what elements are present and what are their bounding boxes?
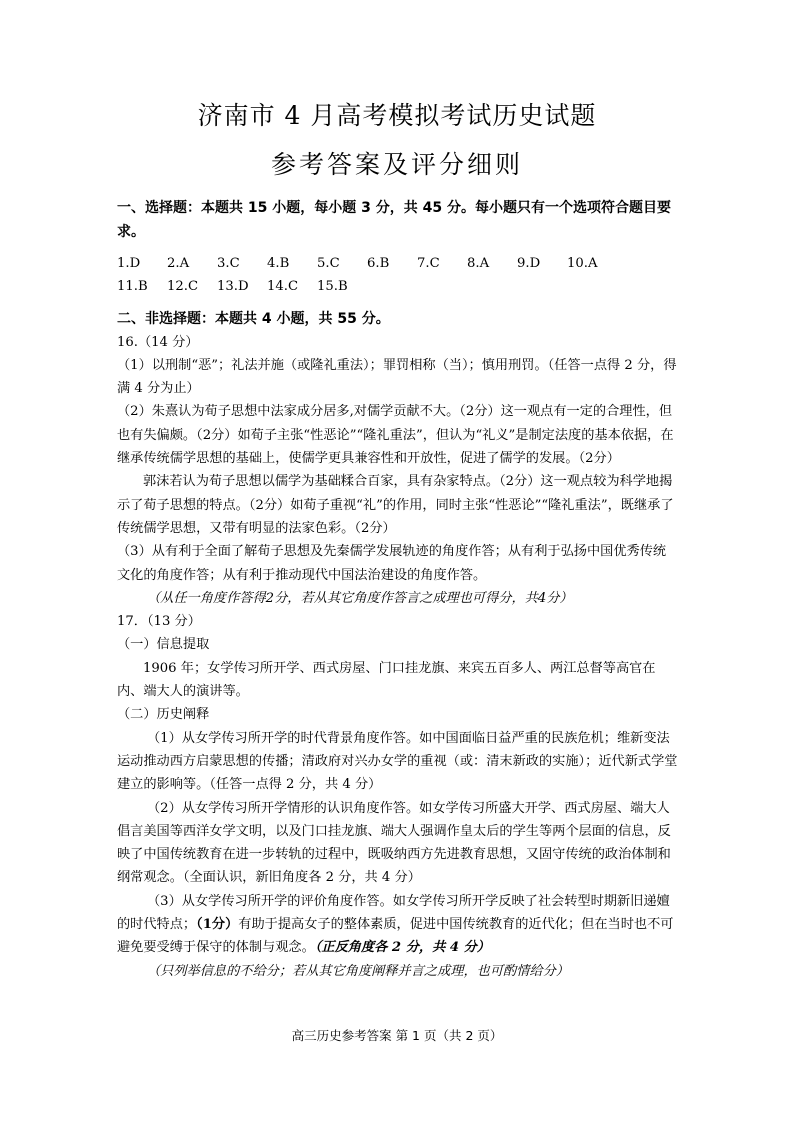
q17-label: 17．（13 分）	[117, 614, 201, 630]
page-title: 济南市 4 月高考模拟考试历史试题	[197, 101, 597, 130]
q17-item3-c: 有助于提高女子的整体素质，促进中国传统教育的近代化；但在当时也不可避免要受缚于保守的体制与观念。	[117, 917, 674, 956]
q17-part1-text: 1906 年；女学传习所开学、西式房屋、门口挂龙旗、来宾五百多人、两江总督等高官在内、端大人的演讲等。	[117, 660, 656, 700]
answer-item: 10.A	[567, 256, 598, 271]
q16-label: 16.（14 分）	[117, 334, 199, 350]
q16-scoring-note: （从任一角度作答得2分，若从其它角度作答言之成理也可得分，共4分）	[147, 590, 573, 606]
answer-item: 7.C	[417, 256, 440, 271]
answer-item: 9.D	[517, 256, 541, 271]
answers-row-2	[117, 275, 679, 298]
q17-item1: （1）从女学传习所开学的时代背景角度作答。如中国面临日益严重的民族危机；维新变法运动推动西方启蒙思想的传播；清政府对兴办女学的重视（或：清末新政的实施）；近代新式学堂建立的影响等。（任答一点得 2 分，共 4 分）	[117, 730, 678, 793]
answer-item: 6.B	[367, 256, 390, 271]
q16-part1: （1）以刑制“恶”；礼法并施（或隆礼重法）；罪罚相称（当）；慎用刑罚。（任答一点得 2 分，得满 4 分为止）	[117, 357, 677, 397]
page-subtitle: 参考答案及评分细则	[270, 150, 523, 179]
answer-item: 11.B	[117, 279, 148, 295]
answer-item: 15.B	[317, 279, 348, 295]
q16-part2: （2）朱熹认为荀子思想中法家成分居多,对儒学贡献不大。（2分）这一观点有一定的合理性，但也有失偏颇。（2分）如荀子主张“性恶论”“隆礼重法”，但认为“礼义”是制定法度的基本依据，在继承传统儒学思想的基础上，使儒学更具兼容性和开放性，促进了儒学的发展。（2分）	[117, 404, 674, 467]
q17-part1-label: （一）信息提取	[117, 637, 210, 653]
answer-item: 8.A	[467, 256, 490, 271]
q16-part3: （3）从有利于全面了解荀子思想及先秦儒学发展轨迹的角度作答；从有利于弘扬中国优秀传统文化的角度作答；从有利于推动现代中国法治建设的角度作答。	[117, 544, 667, 583]
page-footer: 高三历史参考答案 第 1 页（共 2 页）	[291, 1028, 503, 1043]
section1-heading: 一、选择题：本题共 15 小题，每小题 3 分，共 45 分。每小题只有一个选项符合题目要求。	[117, 200, 671, 240]
answer-item: 4.B	[267, 256, 290, 271]
answer-item: 2.A	[167, 256, 190, 271]
answer-body	[117, 196, 679, 983]
q17-scoring-note: （只列举信息的不给分；若从其它角度阐释并言之成理，也可酌情给分）	[147, 963, 569, 979]
answer-item: 12.C	[167, 279, 199, 295]
q17-item3-a: （3）从女学传习所开学的评价角度作答。如女学传习所开学反映了社会转型时期新旧递嬗的时代特点；	[117, 893, 670, 933]
answer-item: 5.C	[317, 256, 340, 271]
q17-item2: （2）从女学传习所开学情形的认识角度作答。如女学传习所盛大开学、西式房屋、端大人倡言美国等西洋女学文明，以及门口挂龙旗、端大人强调作皇太后的学生等两个层面的信息，反映了中国传统教育在进一步转轨的过程中，既吸纳西方先进教育思想，又固守传统的政治体制和纲常观念。（全面认识，新旧角度各 2 分，共 4 分）	[117, 800, 671, 886]
answer-item: 1.D	[117, 256, 141, 271]
answer-item: 14.C	[267, 279, 299, 295]
answer-item: 3.C	[217, 256, 240, 271]
q17-item3-score: （1分）	[196, 917, 239, 933]
q17-part2-label: （二）历史阐释	[117, 707, 210, 723]
q17-item3-score-note: （正反角度各 2 分，共 4 分）	[314, 940, 490, 956]
q16-part2-guo: 郭沫若认为荀子思想以儒学为基础糅合百家，具有杂家特点。（2分）这一观点较为科学地揭示了荀子思想的特点。（2分）如荀子重视“礼”的作用，同时主张“性恶论”“隆礼重法”，既继承了传统儒学思想，又带有明显的法家色彩。（2分）	[117, 474, 674, 536]
answers-row-1	[117, 252, 679, 275]
section2-heading: 二、非选择题：本题共 4 小题，共 55 分。	[117, 310, 390, 327]
answer-item: 13.D	[217, 279, 249, 295]
q17-item3	[117, 890, 679, 960]
